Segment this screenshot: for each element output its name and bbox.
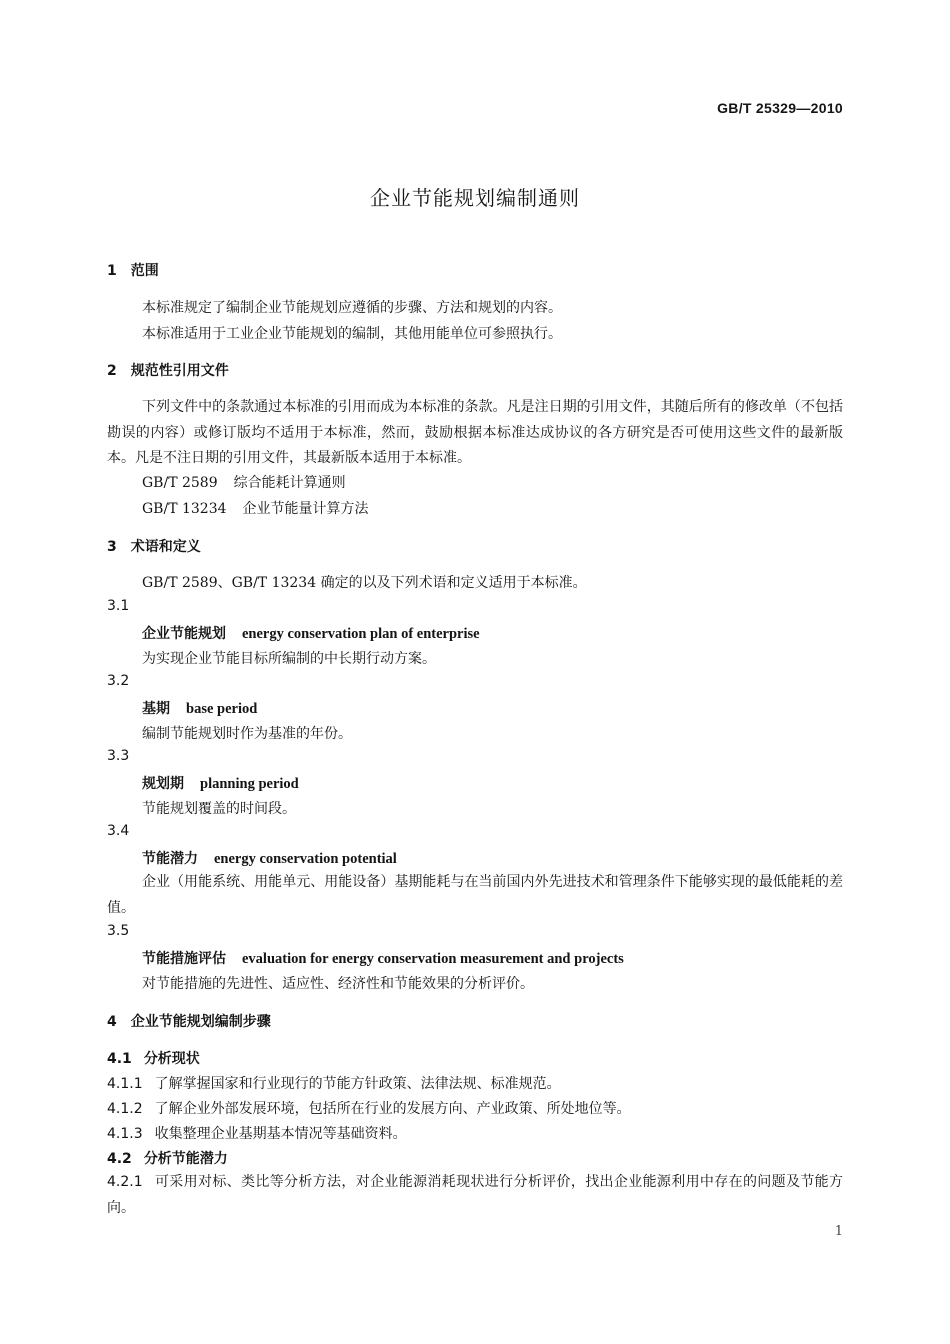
clause-item — [107, 1073, 561, 1093]
term-heading — [142, 698, 257, 718]
subsection-number: 4.1 — [107, 1051, 132, 1067]
paragraph: 下列文件中的条款通过本标准的引用而成为本标准的条款。凡是注日期的引用文件，其随后所有的修改单（不包括勘误的内容）或修订版均不适用于本标准，然而，鼓励根据本标准达成协议的各方研究是否可使用这些文件的最新版本。凡是不注日期的引用文件，其最新版本适用于本标准。 — [107, 399, 843, 466]
term-chinese: 规划期 — [142, 776, 184, 792]
paragraph: GB/T 2589、GB/T 13234 确定的以及下列术语和定义适用于本标准。 — [142, 575, 587, 591]
clause-item — [107, 1098, 631, 1118]
term-definition: 对节能措施的先进性、适应性、经济性和节能效果的分析评价。 — [142, 976, 534, 992]
term-english: evaluation for energy conservation measurement and projects — [242, 951, 624, 967]
term-english: planning period — [200, 776, 299, 792]
subsection-title: 分析现状 — [143, 1051, 200, 1067]
term-chinese: 基期 — [142, 701, 170, 717]
term-number: 3.4 — [107, 823, 130, 839]
clause-number: 4.1.1 — [107, 1076, 143, 1092]
page-number: 1 — [834, 1224, 843, 1239]
subsection-number: 4.2 — [107, 1151, 132, 1167]
term-english: energy conservation potential — [214, 851, 397, 867]
section-3-heading — [107, 536, 201, 556]
section-number: 3 — [107, 539, 117, 555]
term-heading — [142, 948, 624, 968]
term-chinese: 企业节能规划 — [142, 626, 226, 642]
clause-number: 4.1.3 — [107, 1126, 143, 1142]
term-heading — [142, 773, 299, 793]
term-chinese: 节能措施评估 — [142, 951, 226, 967]
term-heading — [142, 623, 480, 643]
section-number: 4 — [107, 1014, 117, 1030]
section-1-heading — [107, 260, 159, 280]
term-number: 3.1 — [107, 598, 130, 614]
standard-code: GB/T 25329—2010 — [717, 100, 843, 116]
term-number: 3.3 — [107, 748, 130, 764]
clause-text: 可采用对标、类比等分析方法，对企业能源消耗现状进行分析评价，找出企业能源利用中存在的问题及节能方向。 — [107, 1174, 843, 1216]
paragraph: 本标准规定了编制企业节能规划应遵循的步骤、方法和规划的内容。 — [142, 300, 562, 316]
term-number: 3.5 — [107, 923, 130, 939]
term-definition: 为实现企业节能目标所编制的中长期行动方案。 — [142, 651, 436, 667]
clause-item — [107, 1123, 407, 1143]
term-definition: 节能规划覆盖的时间段。 — [142, 801, 296, 817]
term-chinese: 节能潜力 — [142, 851, 198, 867]
clause-number: 4.2.1 — [107, 1174, 143, 1190]
term-definition: 编制节能规划时作为基准的年份。 — [142, 726, 352, 742]
clause-item — [107, 1170, 843, 1221]
paragraph: 本标准适用于工业企业节能规划的编制，其他用能单位可参照执行。 — [142, 326, 562, 342]
section-number: 2 — [107, 363, 117, 379]
reference-code: GB/T 13234 — [142, 501, 227, 517]
section-title: 规范性引用文件 — [130, 363, 229, 379]
clause-text: 收集整理企业基期基本情况等基础资料。 — [154, 1126, 407, 1142]
section-4-heading — [107, 1011, 271, 1031]
reference-title: 综合能耗计算通则 — [233, 475, 346, 491]
section-2-heading — [107, 360, 229, 380]
term-english: base period — [186, 701, 258, 717]
section-title: 企业节能规划编制步骤 — [130, 1014, 271, 1030]
section-title: 术语和定义 — [130, 539, 201, 555]
reference-item — [142, 472, 346, 492]
reference-title: 企业节能量计算方法 — [242, 501, 369, 517]
term-definition: 企业（用能系统、用能单元、用能设备）基期能耗与在当前国内外先进技术和管理条件下能够实现的最低能耗的差值。 — [107, 874, 843, 916]
document-title: 企业节能规划编制通则 — [370, 186, 580, 210]
clause-text: 了解企业外部发展环境，包括所在行业的发展方向、产业政策、所处地位等。 — [154, 1101, 631, 1117]
clause-number: 4.1.2 — [107, 1101, 143, 1117]
term-english: energy conservation plan of enterprise — [242, 626, 480, 642]
reference-code: GB/T 2589 — [142, 475, 218, 491]
section-title: 范围 — [130, 263, 159, 279]
clause-text: 了解掌握国家和行业现行的节能方针政策、法律法规、标准规范。 — [154, 1076, 561, 1092]
subsection-heading — [107, 1148, 228, 1168]
subsection-heading — [107, 1048, 200, 1068]
term-number: 3.2 — [107, 673, 130, 689]
term-heading — [142, 848, 397, 868]
subsection-title: 分析节能潜力 — [143, 1151, 228, 1167]
reference-item — [142, 498, 369, 518]
section-number: 1 — [107, 263, 117, 279]
